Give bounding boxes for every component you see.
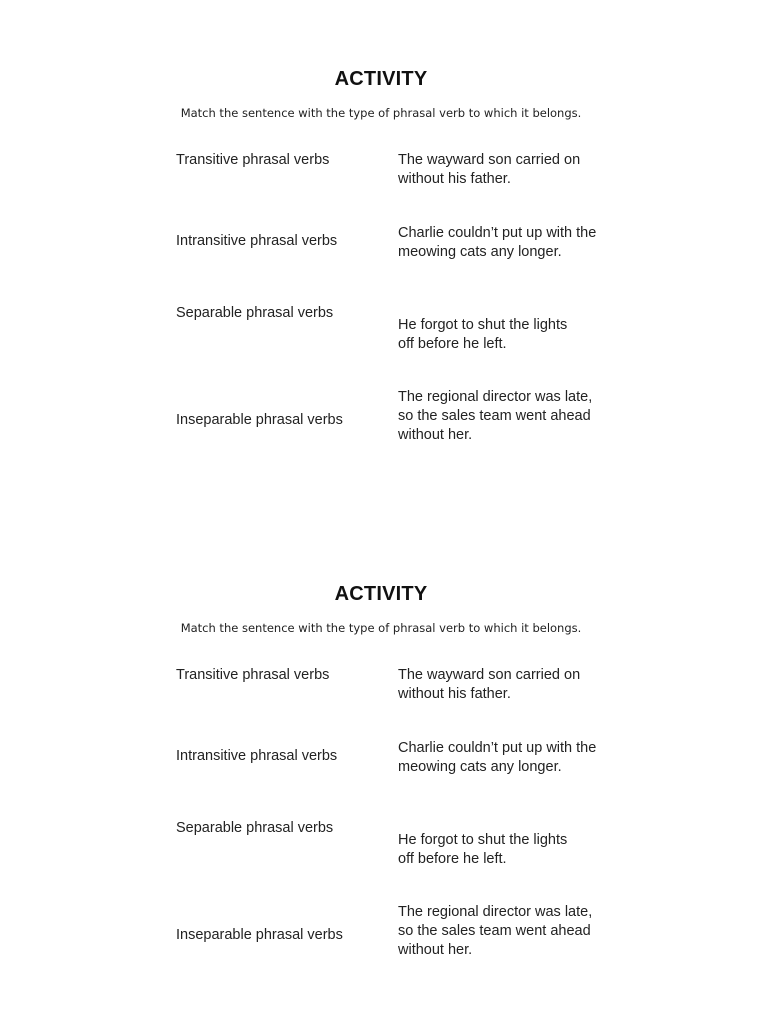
activity-section-1 (0, 0, 768, 460)
phrasal-verb-type: Inseparable phrasal verbs (176, 927, 343, 943)
activity-instructions: Match the sentence with the type of phrasal verb to which it belongs. (180, 621, 582, 635)
example-sentence: The wayward son carried on without his father. (398, 152, 581, 187)
activity-title: ACTIVITY (334, 68, 428, 90)
activity-title: ACTIVITY (334, 583, 428, 605)
activity-instructions: Match the sentence with the type of phrasal verb to which it belongs. (180, 106, 582, 120)
example-sentence: Charlie couldn’t put up with the meowing cats any longer. (398, 740, 597, 775)
example-sentence: He forgot to shut the lights off before he left. (398, 317, 568, 352)
phrasal-verb-type: Separable phrasal verbs (176, 820, 334, 836)
example-sentence: Charlie couldn’t put up with the meowing cats any longer. (398, 225, 597, 260)
phrasal-verb-type: Transitive phrasal verbs (176, 667, 330, 683)
activity-section-2 (0, 515, 768, 975)
example-sentence: He forgot to shut the lights off before he left. (398, 832, 568, 867)
example-sentence: The regional director was late, so the sales team went ahead without her. (398, 904, 593, 958)
example-sentence: The wayward son carried on without his father. (398, 667, 581, 702)
example-sentence: The regional director was late, so the sales team went ahead without her. (398, 389, 593, 443)
phrasal-verb-type: Intransitive phrasal verbs (176, 233, 338, 249)
phrasal-verb-type: Intransitive phrasal verbs (176, 748, 338, 764)
phrasal-verb-type: Transitive phrasal verbs (176, 152, 330, 168)
phrasal-verb-type: Inseparable phrasal verbs (176, 412, 343, 428)
phrasal-verb-type: Separable phrasal verbs (176, 305, 334, 321)
